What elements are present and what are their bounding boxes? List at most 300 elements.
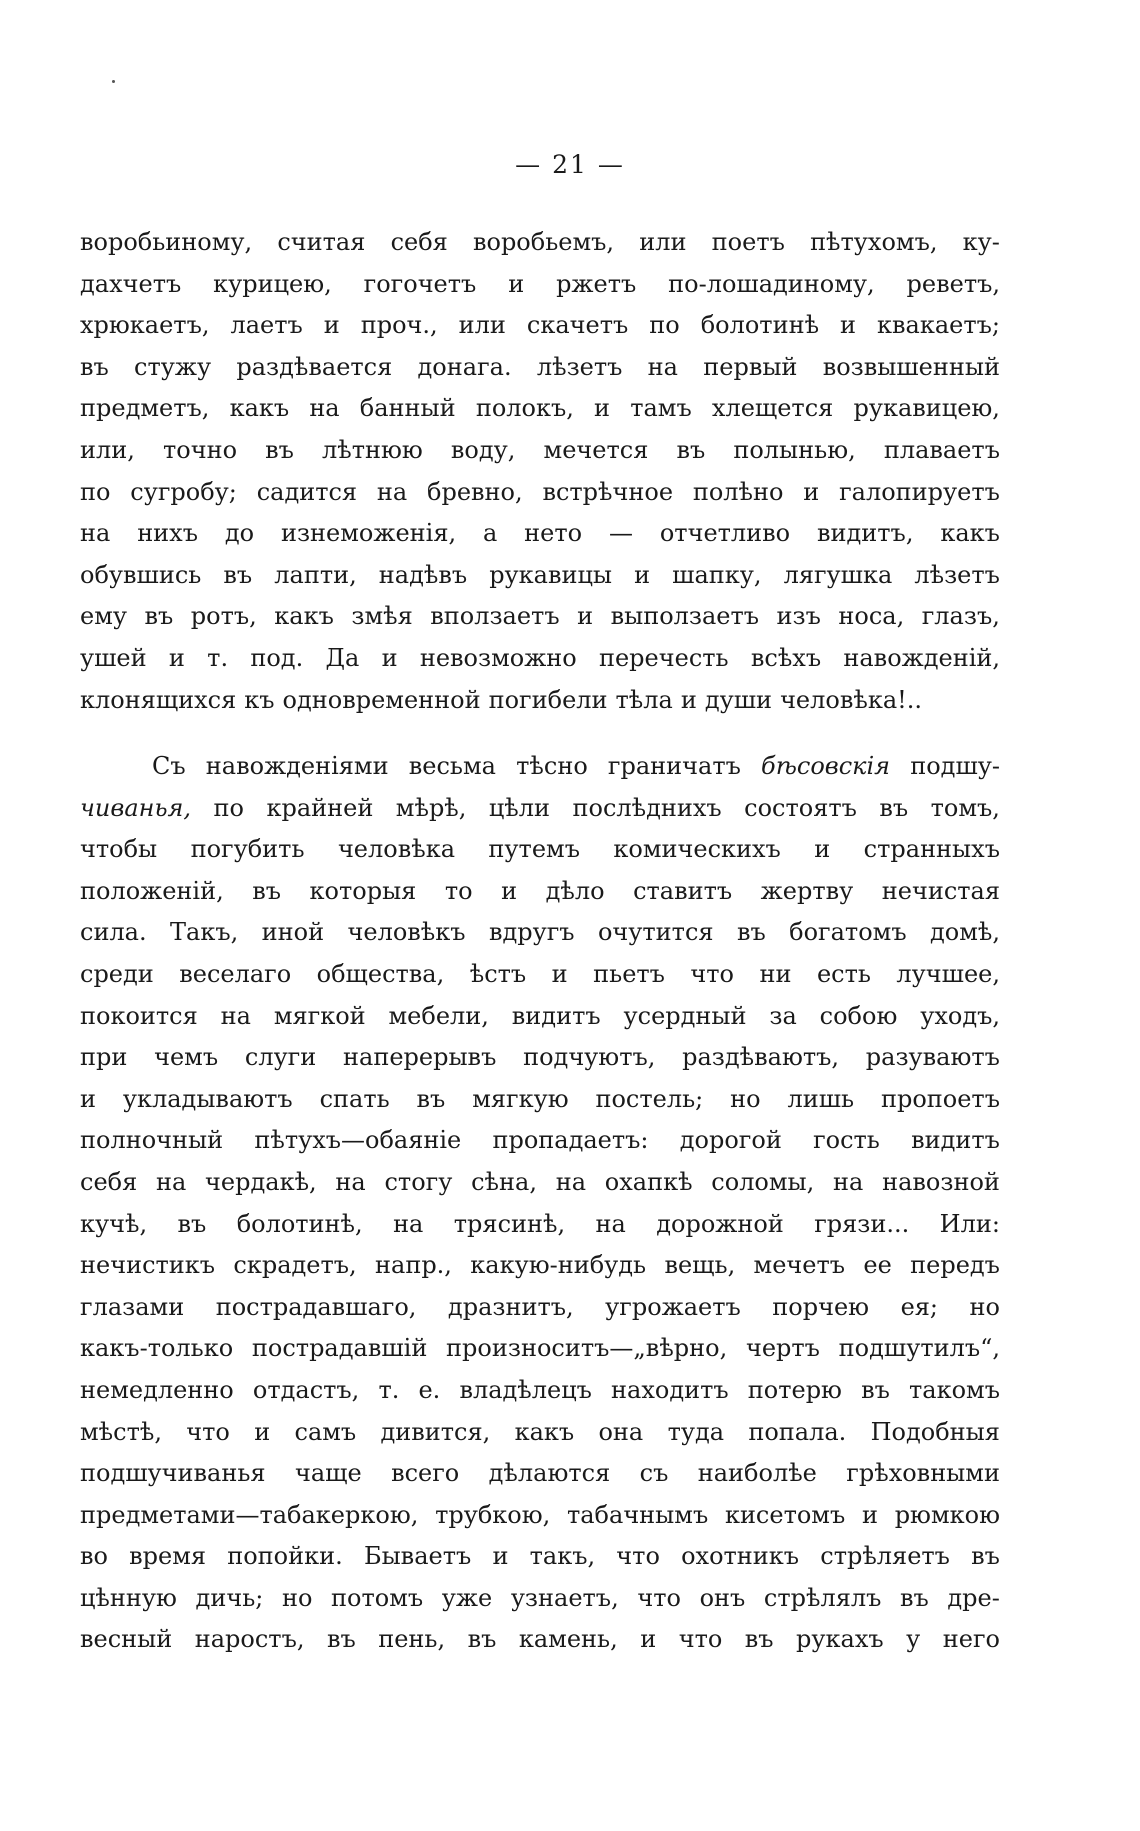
word: на	[309, 394, 340, 423]
paragraph-1	[80, 222, 1000, 721]
word: потерю	[747, 1375, 842, 1404]
word: скачетъ	[526, 311, 629, 340]
text-line	[80, 1287, 1000, 1329]
word: погубить	[190, 835, 305, 864]
word: человѣка!..	[780, 685, 923, 714]
word: на	[555, 1167, 587, 1196]
word: охапкѣ	[604, 1167, 693, 1196]
word: въ	[265, 435, 294, 464]
word: видитъ	[511, 1001, 601, 1030]
word: лаетъ	[230, 311, 303, 340]
word: или	[639, 228, 687, 256]
word: мечетъ	[753, 1251, 846, 1280]
word: болотинѣ	[700, 311, 820, 340]
word: жертву	[760, 876, 854, 905]
text-line	[80, 1453, 1000, 1495]
word: человѣкъ	[347, 918, 466, 947]
word: а	[482, 519, 498, 548]
text-line	[80, 388, 1000, 430]
word: мѣстѣ,	[80, 1417, 162, 1446]
text-line	[80, 871, 1000, 913]
word: по	[649, 311, 680, 340]
word: пострадавшій	[251, 1334, 428, 1363]
word: трясинѣ,	[453, 1209, 566, 1238]
word: въ	[326, 1625, 356, 1654]
text-line	[80, 596, 1000, 638]
word: за	[769, 1001, 797, 1030]
word: подшутилъ“,	[838, 1334, 1000, 1363]
word: въ	[676, 435, 706, 464]
word: но	[730, 1084, 761, 1113]
word: сила.	[80, 918, 147, 947]
word: среди	[80, 959, 154, 988]
word: чертъ	[745, 1334, 820, 1363]
word: проч.,	[360, 311, 438, 340]
word: кисетомъ	[724, 1500, 846, 1529]
word: курицею,	[213, 269, 332, 298]
word: ставитъ	[633, 876, 733, 905]
word: выползаетъ	[610, 602, 760, 631]
word: квакаетъ;	[877, 311, 1000, 340]
word: видитъ,	[817, 519, 914, 548]
word: въ	[971, 1542, 1000, 1571]
word: гогочетъ	[363, 269, 477, 298]
word: грѣховными	[846, 1459, 1000, 1488]
word: е.	[418, 1375, 441, 1404]
word: тѣла	[615, 685, 673, 714]
word: но	[969, 1292, 1000, 1321]
word: подчуютъ,	[523, 1043, 656, 1072]
word: въ	[744, 1625, 774, 1654]
word: укладываютъ	[122, 1084, 293, 1113]
word: по	[80, 477, 111, 506]
word: Съ	[152, 752, 186, 780]
word: лягушка	[783, 560, 893, 589]
word: пѣтухомъ,	[810, 228, 938, 256]
word: предметами—табакеркою,	[80, 1500, 419, 1529]
text-line	[80, 1328, 1000, 1370]
word: и	[594, 394, 611, 423]
word: соломы,	[711, 1167, 815, 1196]
word: подшу-	[910, 752, 1000, 780]
word: и	[577, 602, 594, 631]
word: стрѣлялъ	[763, 1583, 882, 1612]
text-line	[80, 680, 1000, 722]
word: и	[680, 685, 697, 714]
word: какъ-только	[80, 1334, 234, 1363]
word: лѣзетъ	[536, 352, 623, 381]
word: пьетъ	[593, 959, 665, 988]
word: стрѣляетъ	[820, 1542, 950, 1571]
text-line	[80, 264, 1000, 306]
word: наростъ,	[194, 1625, 305, 1654]
word: видитъ	[911, 1126, 1000, 1155]
word: въ	[80, 352, 109, 381]
word: мягкую	[472, 1084, 569, 1113]
word: раздѣвается	[236, 352, 393, 381]
word: дразнитъ,	[447, 1292, 574, 1321]
word: угрожаетъ	[605, 1292, 741, 1321]
word: банный	[359, 394, 456, 423]
word: какъ	[229, 394, 290, 423]
word: пень,	[378, 1625, 446, 1654]
word: вещь,	[664, 1251, 736, 1280]
word: человѣка	[337, 835, 455, 864]
word: воробьиному,	[80, 228, 253, 256]
word: она	[598, 1417, 644, 1446]
word: и	[803, 477, 820, 506]
word: до	[224, 519, 255, 548]
word: поетъ	[711, 228, 785, 256]
word: и	[634, 560, 651, 589]
word: очутится	[597, 918, 714, 947]
word: на	[393, 1209, 424, 1238]
word: на	[376, 477, 408, 506]
word: иной	[261, 918, 325, 947]
word: и	[551, 959, 568, 988]
word: него	[942, 1625, 1000, 1654]
word: Или:	[939, 1209, 1000, 1238]
word: дичь;	[195, 1583, 264, 1612]
word: реветъ,	[906, 269, 1000, 298]
word: глазъ,	[921, 602, 1000, 631]
word: по-лошадиному,	[668, 269, 875, 298]
word: пропоетъ	[880, 1084, 1000, 1113]
word: всѣхъ	[750, 643, 822, 672]
word: напр.,	[375, 1251, 452, 1280]
word: наперерывъ	[343, 1043, 497, 1072]
word: попойки.	[227, 1542, 343, 1571]
word: отдастъ,	[252, 1375, 360, 1404]
text-line	[80, 1495, 1000, 1537]
word: передъ	[910, 1251, 1000, 1280]
word: лишь	[787, 1084, 855, 1113]
word: но	[281, 1583, 313, 1612]
word: охотникъ	[681, 1542, 800, 1571]
word: на	[80, 519, 111, 548]
word: и	[814, 835, 831, 864]
word: Такъ,	[170, 918, 239, 947]
word: воду,	[450, 435, 516, 464]
word: томъ,	[930, 793, 1000, 822]
word: что	[616, 1542, 660, 1571]
word: Бываетъ	[363, 1542, 472, 1571]
word: спать	[319, 1084, 390, 1113]
word: и	[501, 876, 518, 905]
word: время	[129, 1542, 207, 1571]
word: стогу	[384, 1167, 453, 1196]
word: мебели,	[388, 1001, 489, 1030]
word: къ	[244, 685, 275, 714]
word: собою	[819, 1001, 898, 1030]
word: вползаетъ	[430, 602, 560, 631]
word: владѣлецъ	[459, 1375, 592, 1404]
word: клонящихся	[80, 685, 237, 714]
word: уходъ,	[920, 1001, 1000, 1030]
word: уже	[441, 1583, 493, 1612]
word: хрюкаетъ,	[80, 311, 210, 340]
word: и	[323, 311, 340, 340]
word: одновременной	[282, 685, 481, 714]
word: въ	[144, 602, 174, 631]
text-line	[80, 1536, 1000, 1578]
word: пропадаетъ:	[492, 1126, 649, 1155]
word: ротъ,	[190, 602, 257, 631]
word: цѣли	[488, 793, 551, 822]
word: какую-нибудь	[470, 1251, 647, 1280]
text-line	[80, 472, 1000, 514]
word: комическихъ	[613, 835, 781, 864]
word: —	[608, 519, 633, 548]
text-line	[80, 1037, 1000, 1079]
text-line	[80, 996, 1000, 1038]
word: лучшее,	[896, 959, 1000, 988]
word: что	[678, 1625, 723, 1654]
word: возвышенный	[822, 352, 1000, 381]
word: перечесть	[598, 643, 729, 672]
word: камень,	[518, 1625, 618, 1654]
word: сѣна,	[471, 1167, 537, 1196]
word: какъ	[940, 519, 1000, 548]
word: нечистая	[881, 876, 1000, 905]
word: странныхъ	[863, 835, 1000, 864]
word: предметъ,	[80, 394, 210, 423]
word: при	[80, 1043, 128, 1072]
word: Подобныя	[870, 1417, 1000, 1446]
word: лапти,	[274, 560, 357, 589]
word: ку-	[962, 228, 1000, 256]
word: на	[155, 1167, 187, 1196]
word: навожденіями	[205, 752, 389, 780]
word: дѣло	[545, 876, 605, 905]
word: рукахъ	[796, 1625, 884, 1654]
word: или	[458, 311, 506, 340]
word: такъ,	[529, 1542, 596, 1571]
word: нечистикъ	[80, 1251, 216, 1280]
word: у	[906, 1625, 921, 1654]
word: нихъ	[137, 519, 198, 548]
text-line	[80, 638, 1000, 680]
word: пѣтухъ—обаяніе	[254, 1126, 462, 1155]
word: положеній,	[80, 876, 224, 905]
word: въ	[416, 1084, 446, 1113]
word: и	[840, 311, 857, 340]
word: ѣстъ	[469, 959, 527, 988]
word: во	[80, 1542, 108, 1571]
word: навозной	[882, 1167, 1000, 1196]
word: состоятъ	[744, 793, 857, 822]
word: трубкою,	[435, 1500, 551, 1529]
word: чтобы	[80, 835, 158, 864]
word: болотинѣ,	[236, 1209, 363, 1238]
text-line	[80, 513, 1000, 555]
word: лѣтнюю	[322, 435, 423, 464]
word: отчетливо	[659, 519, 791, 548]
word: слуги	[244, 1043, 317, 1072]
word: чаще	[294, 1459, 362, 1488]
text-line	[80, 1370, 1000, 1412]
word: глазами	[80, 1292, 185, 1321]
word: и	[492, 1542, 509, 1571]
word: въ	[900, 1583, 929, 1612]
word: на	[220, 1001, 251, 1030]
text-line	[80, 954, 1000, 996]
word: полночный	[80, 1126, 224, 1155]
word: и	[254, 1417, 271, 1446]
word: нето	[524, 519, 583, 548]
word: крайней	[266, 793, 374, 822]
text-line	[80, 347, 1000, 389]
word: что	[186, 1417, 230, 1446]
word: бревно,	[427, 477, 523, 506]
word: себя	[390, 228, 448, 256]
word: попала.	[748, 1417, 847, 1446]
word: мѣрѣ,	[395, 793, 467, 822]
word: потомъ	[331, 1583, 424, 1612]
word: змѣя	[351, 602, 413, 631]
word: какъ	[274, 602, 334, 631]
word: наиболѣе	[697, 1459, 817, 1488]
word: раздѣваютъ,	[682, 1043, 840, 1072]
text-line	[80, 1162, 1000, 1204]
text-line	[80, 912, 1000, 954]
word: и	[861, 1500, 878, 1529]
word: дорожной	[656, 1209, 784, 1238]
word: такомъ	[908, 1375, 1000, 1404]
word: на	[833, 1167, 864, 1196]
word: пострадавшаго,	[215, 1292, 417, 1321]
word: ушей	[80, 643, 147, 672]
word: послѣднихъ	[572, 793, 722, 822]
paragraph-2	[80, 746, 1000, 1661]
word: вдругъ	[488, 918, 575, 947]
word: т.	[207, 643, 229, 672]
text-line	[80, 829, 1000, 871]
word: рукавицею,	[853, 394, 1000, 423]
word: надѣвъ	[378, 560, 468, 589]
word: цѣнную	[80, 1583, 177, 1612]
word: чиванья,	[80, 793, 192, 822]
word: стужу	[134, 352, 212, 381]
word: на	[647, 352, 678, 381]
word: тѣсно	[516, 752, 588, 780]
word: съ	[639, 1459, 669, 1488]
word: себя	[80, 1167, 138, 1196]
word: навожденій,	[843, 643, 1000, 672]
word: въ	[736, 918, 766, 947]
word: и	[80, 1084, 96, 1113]
word: въ	[861, 1375, 890, 1404]
text-line	[80, 430, 1000, 472]
word: туда	[667, 1417, 725, 1446]
word: полѣно	[692, 477, 784, 506]
word: въ	[177, 1209, 207, 1238]
word: сугробу;	[130, 477, 237, 506]
text-line	[80, 788, 1000, 830]
word: ея;	[900, 1292, 939, 1321]
word: немедленно	[80, 1375, 234, 1404]
word: дивится,	[380, 1417, 491, 1446]
word: лѣзетъ	[914, 560, 1000, 589]
word: хлещется	[711, 394, 834, 423]
word: веселаго	[179, 959, 292, 988]
word: ржетъ	[556, 269, 637, 298]
text-line	[80, 555, 1000, 597]
word: которыя	[309, 876, 417, 905]
text-line	[80, 1619, 1000, 1661]
word: домѣ,	[930, 918, 1000, 947]
page-number: — 21 —	[515, 150, 625, 179]
word: шапку,	[672, 560, 762, 589]
word: на	[335, 1167, 366, 1196]
word: скрадетъ,	[233, 1251, 357, 1280]
word: путемъ	[488, 835, 580, 864]
text-line	[80, 746, 1000, 788]
word: невозможно	[419, 643, 577, 672]
word: изнеможенія,	[280, 519, 457, 548]
word: мягкой	[273, 1001, 366, 1030]
word: и	[168, 643, 185, 672]
word: разуваютъ	[865, 1043, 1000, 1072]
word: есть	[816, 959, 871, 988]
word: всего	[391, 1459, 460, 1488]
word: дорогой	[679, 1126, 782, 1155]
text-line	[80, 1120, 1000, 1162]
word: въ	[467, 1625, 497, 1654]
word: носа,	[838, 602, 905, 631]
word: богатомъ	[789, 918, 907, 947]
word: весьма	[408, 752, 496, 780]
word: и	[640, 1625, 657, 1654]
word: садится	[256, 477, 358, 506]
word: галопируетъ	[839, 477, 1000, 506]
word: то	[444, 876, 473, 905]
word: т.	[378, 1375, 400, 1404]
word: дахчетъ	[80, 269, 182, 298]
word: чемъ	[154, 1043, 219, 1072]
word: полокъ,	[475, 394, 574, 423]
text-line	[80, 222, 1000, 264]
scan-speck	[112, 80, 115, 83]
word: онъ	[699, 1583, 746, 1612]
word: постель;	[595, 1084, 704, 1113]
word: под.	[250, 643, 304, 672]
word: весный	[80, 1625, 173, 1654]
word: чердакѣ,	[205, 1167, 317, 1196]
word: усердный	[623, 1001, 747, 1030]
word: дѣлаются	[488, 1459, 611, 1488]
word: по	[213, 793, 244, 822]
text-line	[80, 1204, 1000, 1246]
word: встрѣчное	[542, 477, 674, 506]
word: или,	[80, 435, 135, 464]
word: находитъ	[611, 1375, 729, 1404]
word: въ	[879, 793, 909, 822]
word: ни	[759, 959, 792, 988]
word: гость	[813, 1126, 880, 1155]
text-line	[80, 1079, 1000, 1121]
word: подшучиванья	[80, 1459, 266, 1488]
word: обувшись	[80, 560, 202, 589]
word: что	[637, 1583, 681, 1612]
word: души	[704, 685, 773, 714]
word: первый	[703, 352, 798, 381]
word: кучѣ,	[80, 1209, 148, 1238]
word: грязи...	[814, 1209, 910, 1238]
word: что	[690, 959, 734, 988]
word: общества,	[316, 959, 445, 988]
word: рюмкою	[894, 1500, 1000, 1529]
